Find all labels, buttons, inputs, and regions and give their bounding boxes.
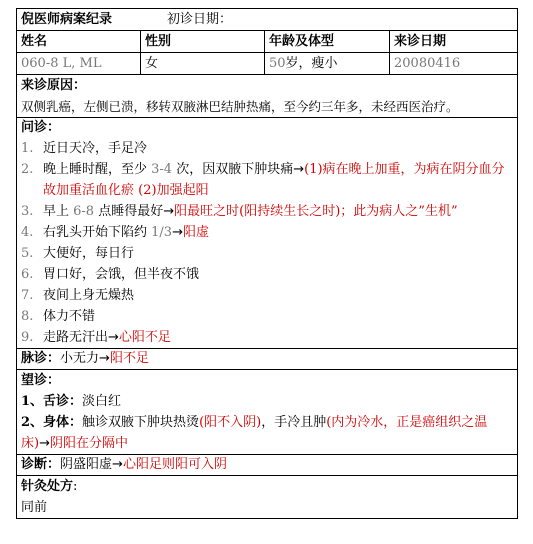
- acupuncture-section: [17, 476, 517, 518]
- arrow-icon: →: [172, 225, 183, 240]
- item-count: 6-8: [73, 204, 95, 219]
- acupuncture-label: 针灸处方: [21, 479, 74, 494]
- item-text-part: 早上: [43, 204, 74, 219]
- item-note: 心阳不足: [118, 330, 171, 345]
- list-item: [21, 201, 513, 222]
- item-number: 8.: [21, 309, 34, 324]
- age-number: 50: [269, 55, 286, 71]
- tongue-line: [21, 391, 513, 412]
- note-number: (1): [304, 162, 323, 177]
- item-text-part: 晚上睡时醒，至少: [43, 162, 152, 177]
- item-count: 1/3: [151, 225, 173, 240]
- header-age: 年龄及体型: [265, 31, 390, 52]
- title-row: [17, 9, 517, 31]
- item-text-part: 右乳头开始下陷约: [43, 225, 152, 240]
- item-number: 9.: [21, 330, 34, 345]
- inquiry-label: 问诊：: [21, 120, 61, 135]
- item-text: 近日天冷，手足冷: [43, 141, 148, 156]
- pulse-row: [17, 349, 517, 370]
- item-number: 1.: [21, 141, 34, 156]
- item-note: 阳最旺之时: [174, 204, 240, 219]
- inquiry-list: [21, 138, 513, 348]
- acupuncture-header: [21, 476, 513, 497]
- tongue-label: 1、舌诊：: [21, 394, 83, 409]
- visit-date: 20080416: [394, 55, 461, 71]
- tongue-text: 淡白红: [82, 394, 122, 409]
- diagnosis-row: [17, 455, 517, 476]
- body-text: 触诊双腋下肿块热烫: [82, 415, 200, 430]
- reason-text: 双侧乳癌，左侧已溃，移转双腋淋巴结肿热痛，至今约三年多，未经西医治疗。: [21, 99, 459, 114]
- info-value-row: [17, 53, 517, 75]
- case-record-table: [16, 8, 518, 519]
- record-title: 倪医师病案纪录: [21, 11, 113, 27]
- acupuncture-text: 同前: [21, 500, 48, 515]
- age-build: 岁，瘦小: [285, 55, 338, 71]
- item-text: 夜间上身无燥热: [43, 288, 135, 303]
- item-text-part: 走路无汗出: [43, 330, 109, 345]
- item-number: 3.: [21, 204, 34, 219]
- item-text: [43, 201, 513, 222]
- patient-age: [265, 53, 390, 74]
- list-item: [21, 159, 513, 201]
- inquiry-section: [17, 118, 517, 349]
- header-name: 姓名: [17, 31, 141, 52]
- arrow-icon: →: [293, 162, 305, 177]
- header-sex: 性别: [141, 31, 265, 52]
- first-visit-date-label: 初诊日期：: [167, 11, 233, 27]
- reason-row: [17, 75, 517, 118]
- arrow-icon: →: [39, 436, 50, 451]
- patient-id: 060-8 L, ML: [17, 53, 141, 74]
- body-text: ，手冷且肿: [261, 415, 327, 430]
- pulse-label: 脉诊：: [21, 351, 61, 366]
- arrow-icon: →: [163, 204, 175, 219]
- reason-label: 来诊原因：: [21, 78, 87, 93]
- item-note: 加强起阳: [156, 183, 209, 198]
- item-note: (阳持续生长之时): [239, 204, 341, 219]
- arrow-icon: →: [99, 351, 110, 366]
- list-item: [21, 264, 513, 285]
- item-text: 体力不错: [43, 309, 96, 324]
- item-text: [43, 327, 513, 348]
- body-note: (内为冷水，正是癌组织之温床): [21, 415, 488, 451]
- body-note: (阳不入阴): [199, 415, 262, 430]
- item-text-part: 次，因双腋下肿块痛: [172, 162, 294, 177]
- item-number: 5.: [21, 246, 34, 261]
- acupuncture-colon: :: [73, 479, 78, 494]
- diagnosis-text: 阴盛阳虚: [60, 457, 113, 472]
- item-text: [43, 159, 513, 201]
- note-number: (2): [138, 183, 157, 198]
- list-item: [21, 222, 513, 243]
- list-item: [21, 306, 513, 327]
- diagnosis-note: 心阳足则阳可入阴: [122, 457, 227, 472]
- header-date: 来诊日期: [394, 33, 447, 49]
- item-text: 胃口好，会饿，但半夜不饿: [43, 267, 200, 282]
- item-number: 4.: [21, 225, 34, 240]
- item-text-part: 点睡得最好: [94, 204, 164, 219]
- list-item: [21, 285, 513, 306]
- item-number: 2.: [21, 162, 34, 177]
- diagnosis-label: 诊断：: [21, 457, 61, 472]
- body-label: 2、身体：: [21, 415, 83, 430]
- list-item: [21, 243, 513, 264]
- body-line: [21, 412, 513, 454]
- item-number: 7.: [21, 288, 34, 303]
- item-note: ；此为病人之”生机”: [340, 204, 458, 219]
- item-text: 大便好，每日行: [43, 246, 135, 261]
- body-note: 阴阳在分隔中: [49, 436, 128, 451]
- inspection-section: [17, 370, 517, 455]
- list-item: [21, 327, 513, 348]
- item-note: 阳虚: [182, 225, 209, 240]
- pulse-text: 小无力: [60, 351, 100, 366]
- list-item: [21, 138, 513, 159]
- arrow-icon: →: [112, 457, 123, 472]
- pulse-note: 阳不足: [109, 351, 149, 366]
- patient-sex: 女: [141, 53, 265, 74]
- inspection-label: 望诊：: [21, 373, 61, 388]
- item-count: 3-4: [151, 162, 173, 177]
- arrow-icon: →: [108, 330, 119, 345]
- item-note: 病在晚上加重，为病在阴分血分故加重活血化瘀: [43, 162, 505, 198]
- item-text: [43, 222, 513, 243]
- item-number: 6.: [21, 267, 34, 282]
- info-header-row: [17, 31, 517, 53]
